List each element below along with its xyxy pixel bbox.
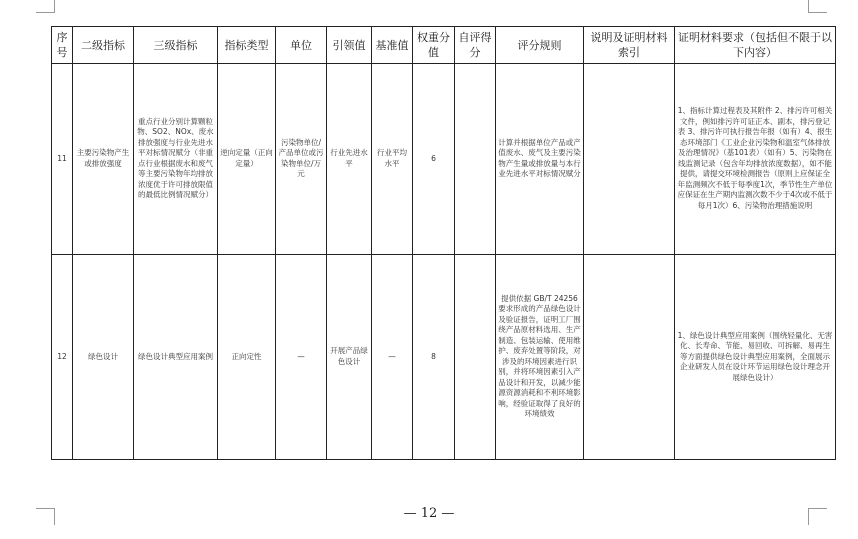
cell-self-score [455, 64, 496, 255]
table-header-row [52, 27, 836, 64]
cell-rule: 计算并根据单位产品或产值废水、废气及主要污染物产生量或排放量与本行业先进水平对标情况赋分 [496, 64, 584, 255]
header-self-score: 自评得分 [455, 27, 496, 64]
cell-type: 正向定性 [218, 254, 276, 459]
header-level2: 二级指标 [73, 27, 134, 64]
header-base: 基准值 [372, 27, 413, 64]
header-material: 证明材料要求（包括但不限于以下内容） [675, 27, 836, 64]
cell-seq: 12 [52, 254, 73, 459]
page-number: — 12 — [403, 506, 455, 521]
cell-level2: 主要污染物产生或排放强度 [73, 64, 134, 255]
header-lead: 引领值 [327, 27, 372, 64]
cell-type: 逆向定量（正向定量） [218, 64, 276, 255]
cell-ref [584, 64, 675, 255]
header-rule: 评分规则 [496, 27, 584, 64]
cell-lead: 行业先进水平 [327, 64, 372, 255]
cell-material: 1、绿色设计典型应用案例（围绕轻量化、无害化、长寿命、节能、易回收、可拆解、易再生等方面提供绿色设计典型应用案例，全面展示企业研发人员在设计环节运用绿色设计理念开展绿色设计） [675, 254, 836, 459]
header-ref: 说明及证明材料索引 [584, 27, 675, 64]
cell-level2: 绿色设计 [73, 254, 134, 459]
table-row [52, 64, 836, 255]
header-seq: 序号 [52, 27, 73, 64]
cell-lead: 开展产品绿色设计 [327, 254, 372, 459]
cell-level3: 绿色设计典型应用案例 [134, 254, 218, 459]
cell-self-score [455, 254, 496, 459]
header-unit: 单位 [276, 27, 327, 64]
cell-base: — [372, 254, 413, 459]
cell-unit: — [276, 254, 327, 459]
cell-material: 1、指标计算过程表及其附件 2、排污许可相关文件，例如排污许可证正本、副本，排污登记表 3、排污许可执行报告年报（如有）4、报生态环境部门《工业企业污染物和温室气体排放及治理情况》（基101表）（如有）5、污染物在线监测记录（包含年均排放浓度数据），如不能提供，请提交环境检测报告（原则上应保证全年监测频次不低于每季度1次，季节性生产单位应保证在生产期内监测次数不少于4次或不低于每月1次）6、污染物治理措施说明 [675, 64, 836, 255]
crop-mark-top-right [808, 0, 827, 13]
cell-level3: 重点行业分别计算颗粒物、SO2、NOx、废水排放强度与行业先进水平对标情况赋分（非重点行业根据废水和废气等主要污染物年均排放浓度优于许可排放限值的最低比例情况赋分） [134, 64, 218, 255]
crop-mark-top-left [36, 0, 55, 13]
cell-base: 行业平均水平 [372, 64, 413, 255]
cell-ref [584, 254, 675, 459]
header-type: 指标类型 [218, 27, 276, 64]
header-level3: 三级指标 [134, 27, 218, 64]
cell-weight: 8 [413, 254, 455, 459]
table-row [52, 254, 836, 459]
cell-weight: 6 [413, 64, 455, 255]
evaluation-table [51, 26, 836, 460]
cell-seq: 11 [52, 64, 73, 255]
cell-unit: 污染物单位/产品单位或污染物单位/万元 [276, 64, 327, 255]
header-weight: 权重分值 [413, 27, 455, 64]
cell-rule: 提供依据 GB/T 24256 要求形成的产品绿色设计及验证报告，证明工厂围绕产品原材料选用、生产制造、包装运输、使用维护、废弃处置等阶段，对涉及的环境因素进行识别，并将环境因素引入产品设计和开发，以减少能源资源消耗和不利环境影响，经验证取得了良好的环境绩效 [496, 254, 584, 459]
